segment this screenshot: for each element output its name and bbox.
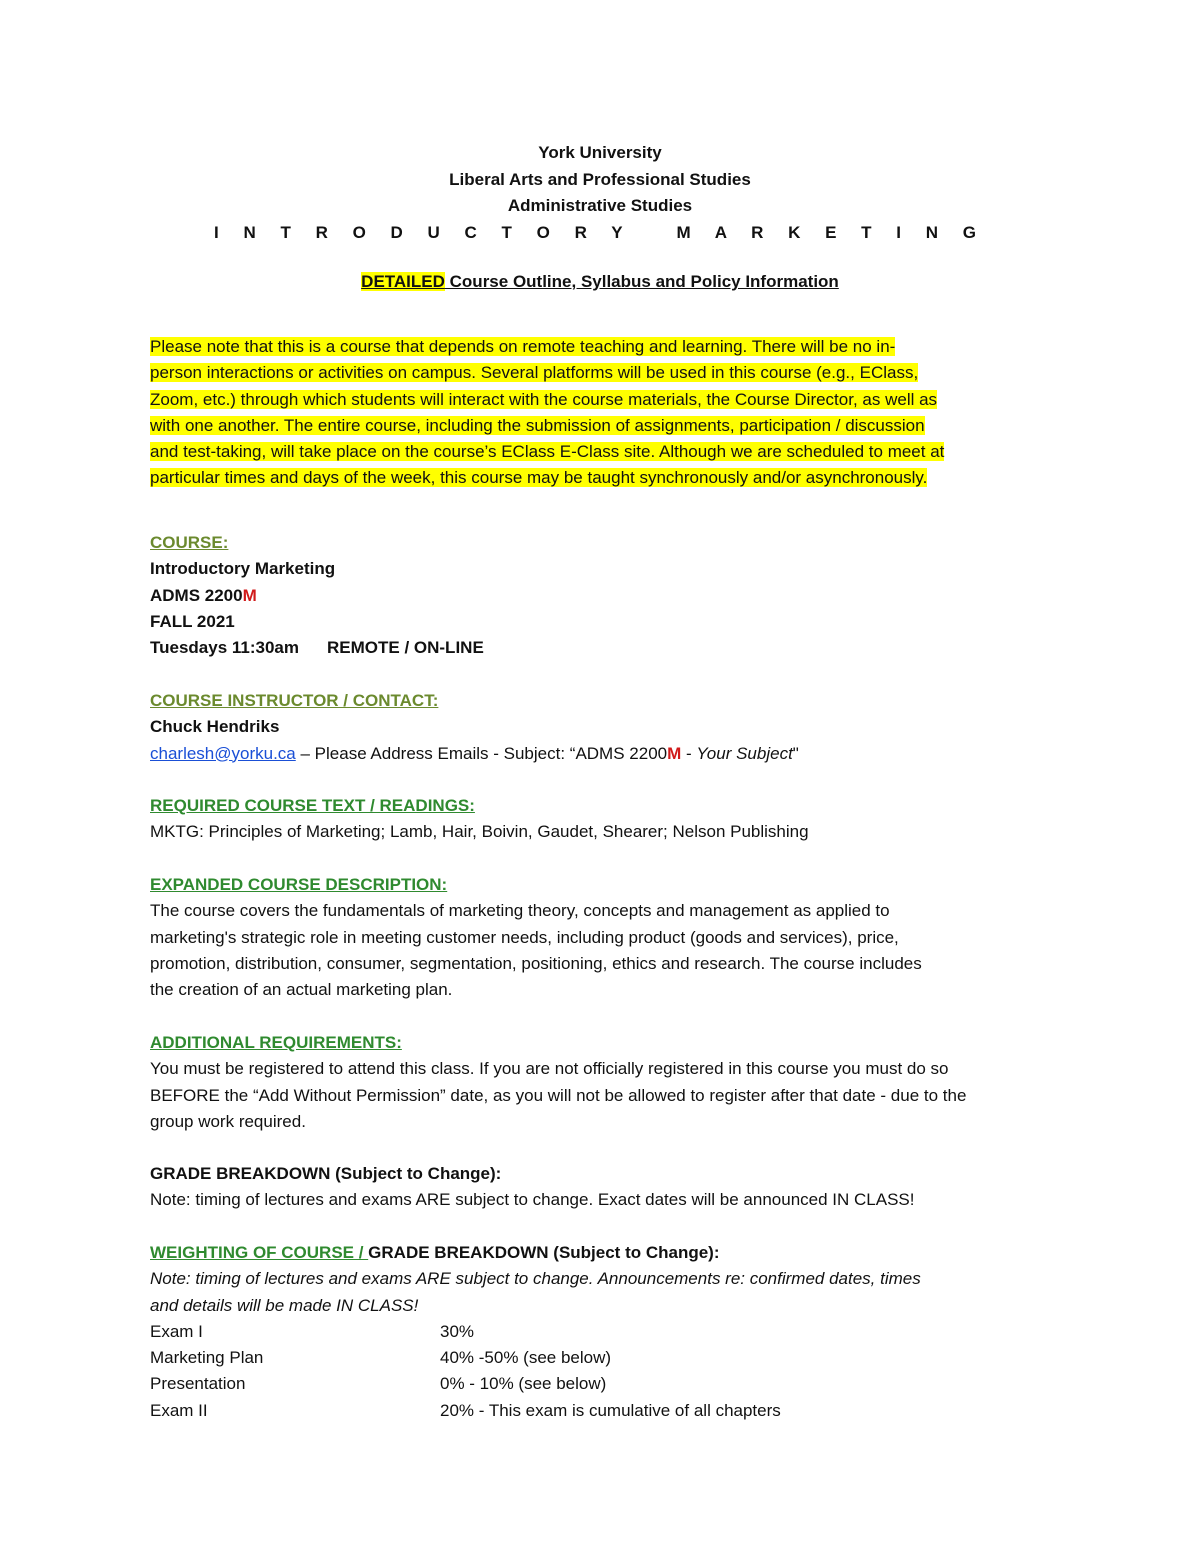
description-line: the creation of an actual marketing plan. [150,980,453,1000]
grade-row [150,1371,1080,1397]
requirements-line: group work required. [150,1111,306,1131]
instructor-email-link[interactable]: charlesh@yorku.ca [150,743,296,763]
description-line: marketing's strategic role in meeting customer needs, including product (goods and services), price, [150,927,899,947]
weighting-note-line: and details will be made IN CLASS! [150,1295,419,1315]
grade-row [150,1398,1080,1424]
grade-item: Exam I [150,1321,203,1341]
notice-line: person interactions or activities on campus. Several platforms will be used in this course (e.g., EClass, [150,363,919,383]
instructor-contact [150,741,1080,767]
email-note-italic: Your Subject [696,743,793,763]
email-note-dash: - [681,743,697,763]
requirements-line: BEFORE the “Add Without Permission” date, as you will not be allowed to register after that date - due to the [150,1085,967,1105]
course-code [150,583,1080,609]
course-code-prefix: ADMS 2200 [150,585,243,605]
grade-breakdown-section [150,1161,1080,1214]
notice-line: with one another. The entire course, including the submission of assignments, participation / discussion [150,415,925,435]
text-body: MKTG: Principles of Marketing; Lamb, Hair, Boivin, Gaudet, Shearer; Nelson Publishing [150,822,809,842]
course-schedule [150,635,1080,661]
course-section [150,530,1080,661]
weighting-note-line: Note: timing of lectures and exams ARE subject to change. Announcements re: confirmed dates, times [150,1269,921,1289]
university-name: York University [538,143,662,162]
description-section [150,872,1080,1003]
department-name: Administrative Studies [507,196,693,215]
grade-item: Presentation [150,1374,246,1394]
grade-weight: 30% [440,1321,475,1341]
requirements-line: You must be registered to attend this class. If you are not officially registered in this course you must do so [150,1059,949,1079]
description-line: promotion, distribution, consumer, segmentation, positioning, ethics and research. The course includes [150,953,922,973]
notice-line: particular times and days of the week, this course may be taught synchronously and/or asynchronously. [150,468,928,488]
weighting-heading [150,1240,1080,1266]
course-name: Introductory Marketing [150,559,336,579]
faculty-name: Liberal Arts and Professional Studies [449,169,751,189]
instructor-name: Chuck Hendriks [150,717,280,737]
course-heading: COURSE: [150,533,229,552]
grade-breakdown-note: Note: timing of lectures and exams ARE subject to change. Exact dates will be announced IN CLASS! [150,1190,915,1210]
subtitle-highlight: DETAILED [361,272,445,291]
email-note-m: M [667,743,682,763]
requirements-section [150,1030,1080,1135]
grade-item: Marketing Plan [150,1348,264,1368]
notice-line: Zoom, etc.) through which students will interact with the course materials, the Course Director, as well as [150,389,938,409]
course-code-suffix: M [242,585,257,605]
grade-weight: 20% - This exam is cumulative of all chapters [440,1400,781,1420]
description-heading: EXPANDED COURSE DESCRIPTION: [150,875,448,894]
grade-item: Exam II [150,1400,208,1420]
course-term: FALL 2021 [150,611,235,631]
document-header [0,140,1200,246]
subtitle-rest: Course Outline, Syllabus and Policy Information [444,272,839,291]
document-subtitle [0,272,1200,292]
grade-weight: 40% -50% (see below) [440,1348,612,1368]
description-line: The course covers the fundamentals of marketing theory, concepts and management as applied to [150,901,890,921]
text-heading: REQUIRED COURSE TEXT / READINGS: [150,796,475,815]
notice-line: and test-taking, will take place on the course’s EClass E-Class site. Although we are scheduled to meet at [150,442,945,462]
text-section [150,793,1080,846]
grade-weight: 0% - 10% (see below) [440,1374,607,1394]
remote-notice [150,334,1060,492]
requirements-heading: ADDITIONAL REQUIREMENTS: [150,1033,402,1052]
schedule-mode: REMOTE / ON-LINE [327,638,484,658]
instructor-section [150,688,1080,767]
course-title-spaced: I N T R O D U C T O R Y M A R K E T I N G [214,222,986,242]
notice-line: Please note that this is a course that depends on remote teaching and learning. There will be no in- [150,337,896,356]
grade-row [150,1345,1080,1371]
email-note: – Please Address Emails - Subject: “ADMS 2200 [295,743,668,763]
instructor-heading: COURSE INSTRUCTOR / CONTACT: [150,691,439,710]
grade-breakdown-heading: GRADE BREAKDOWN (Subject to Change): [150,1164,502,1183]
weighting-heading-black: GRADE BREAKDOWN (Subject to Change): [368,1243,720,1262]
email-note-end: " [792,743,799,763]
schedule-day: Tuesdays 11:30am [150,638,299,658]
weighting-heading-green: WEIGHTING OF COURSE / [150,1243,369,1262]
weighting-section [150,1240,1080,1424]
grade-row [150,1319,1080,1345]
